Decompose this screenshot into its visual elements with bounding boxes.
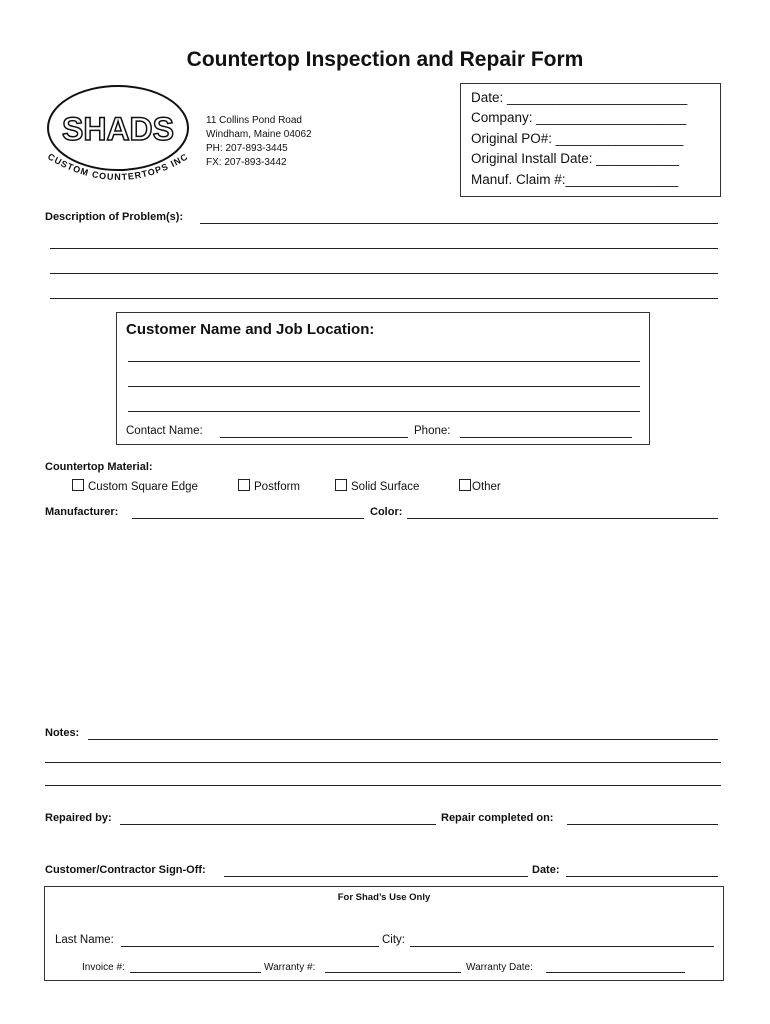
address-street: 11 Collins Pond Road bbox=[206, 115, 302, 126]
phone-label: Phone: bbox=[414, 425, 451, 437]
notes-line[interactable] bbox=[88, 739, 718, 740]
warranty-date-label: Warranty Date: bbox=[466, 962, 533, 973]
warranty-label: Warranty #: bbox=[264, 962, 316, 973]
material-label: Countertop Material: bbox=[45, 461, 153, 473]
repaired-by-label: Repaired by: bbox=[45, 812, 112, 824]
material-option-other[interactable]: Other bbox=[459, 479, 501, 493]
city-line[interactable] bbox=[410, 946, 714, 947]
color-line[interactable] bbox=[407, 518, 718, 519]
notes-label: Notes: bbox=[45, 727, 80, 739]
customer-line[interactable] bbox=[128, 386, 640, 387]
warranty-line[interactable] bbox=[325, 972, 461, 973]
checkbox[interactable] bbox=[72, 479, 84, 491]
material-option-solid-surface[interactable]: Solid Surface bbox=[335, 479, 419, 493]
shads-use-heading: For Shad’s Use Only bbox=[337, 892, 431, 903]
phone-line[interactable] bbox=[460, 437, 632, 438]
address-city: Windham, Maine 04062 bbox=[206, 129, 312, 140]
customer-line[interactable] bbox=[128, 411, 640, 412]
color-label: Color: bbox=[370, 506, 403, 518]
description-line[interactable] bbox=[200, 223, 718, 224]
manufacturer-line[interactable] bbox=[132, 518, 364, 519]
page-title: Countertop Inspection and Repair Form bbox=[186, 48, 584, 71]
customer-heading: Customer Name and Job Location: bbox=[126, 321, 375, 338]
signoff-date-line[interactable] bbox=[566, 876, 718, 877]
claim-field[interactable]: Manuf. Claim #:_______________ bbox=[471, 171, 679, 187]
signoff-date-label: Date: bbox=[532, 864, 560, 876]
repaired-by-line[interactable] bbox=[120, 824, 436, 825]
checkbox[interactable] bbox=[238, 479, 250, 491]
company-address bbox=[206, 114, 312, 170]
description-line[interactable] bbox=[50, 248, 718, 249]
order-info-box bbox=[460, 83, 721, 197]
signoff-label: Customer/Contractor Sign-Off: bbox=[45, 864, 206, 876]
warranty-date-line[interactable] bbox=[546, 972, 685, 973]
contact-name-label: Contact Name: bbox=[126, 425, 203, 437]
description-line[interactable] bbox=[50, 298, 718, 299]
invoice-line[interactable] bbox=[130, 972, 261, 973]
svg-text:CUSTOM COUNTERTOPS INC bbox=[46, 151, 190, 182]
logo-name: SHADS bbox=[61, 111, 175, 147]
repair-completed-label: Repair completed on: bbox=[441, 812, 554, 824]
address-phone: PH: 207-893-3445 bbox=[206, 143, 288, 154]
notes-line[interactable] bbox=[45, 762, 721, 763]
material-option-postform[interactable]: Postform bbox=[238, 479, 300, 493]
repair-completed-line[interactable] bbox=[567, 824, 718, 825]
city-label: City: bbox=[382, 934, 405, 946]
logo-tagline: CUSTOM COUNTERTOPS INC bbox=[45, 151, 191, 183]
company-field[interactable]: Company: ____________________ bbox=[471, 110, 687, 126]
last-name-line[interactable] bbox=[121, 946, 379, 947]
date-field[interactable]: Date: ________________________ bbox=[471, 90, 688, 105]
notes-line[interactable] bbox=[45, 785, 721, 786]
last-name-label: Last Name: bbox=[55, 934, 114, 946]
checkbox[interactable] bbox=[459, 479, 471, 491]
material-option-custom-square-edge[interactable]: Custom Square Edge bbox=[72, 479, 198, 493]
contact-name-line[interactable] bbox=[220, 437, 408, 438]
original-po-field[interactable]: Original PO#: _________________ bbox=[471, 130, 684, 146]
install-date-field[interactable]: Original Install Date: ___________ bbox=[471, 151, 679, 167]
manufacturer-label: Manufacturer: bbox=[45, 506, 119, 518]
checkbox[interactable] bbox=[335, 479, 347, 491]
description-label: Description of Problem(s): bbox=[45, 211, 184, 223]
invoice-label: Invoice #: bbox=[82, 962, 125, 973]
signoff-line[interactable] bbox=[224, 876, 528, 877]
shads-logo bbox=[44, 82, 192, 194]
description-line[interactable] bbox=[50, 273, 718, 274]
address-fax: FX: 207-893-3442 bbox=[206, 157, 287, 168]
customer-line[interactable] bbox=[128, 361, 640, 362]
